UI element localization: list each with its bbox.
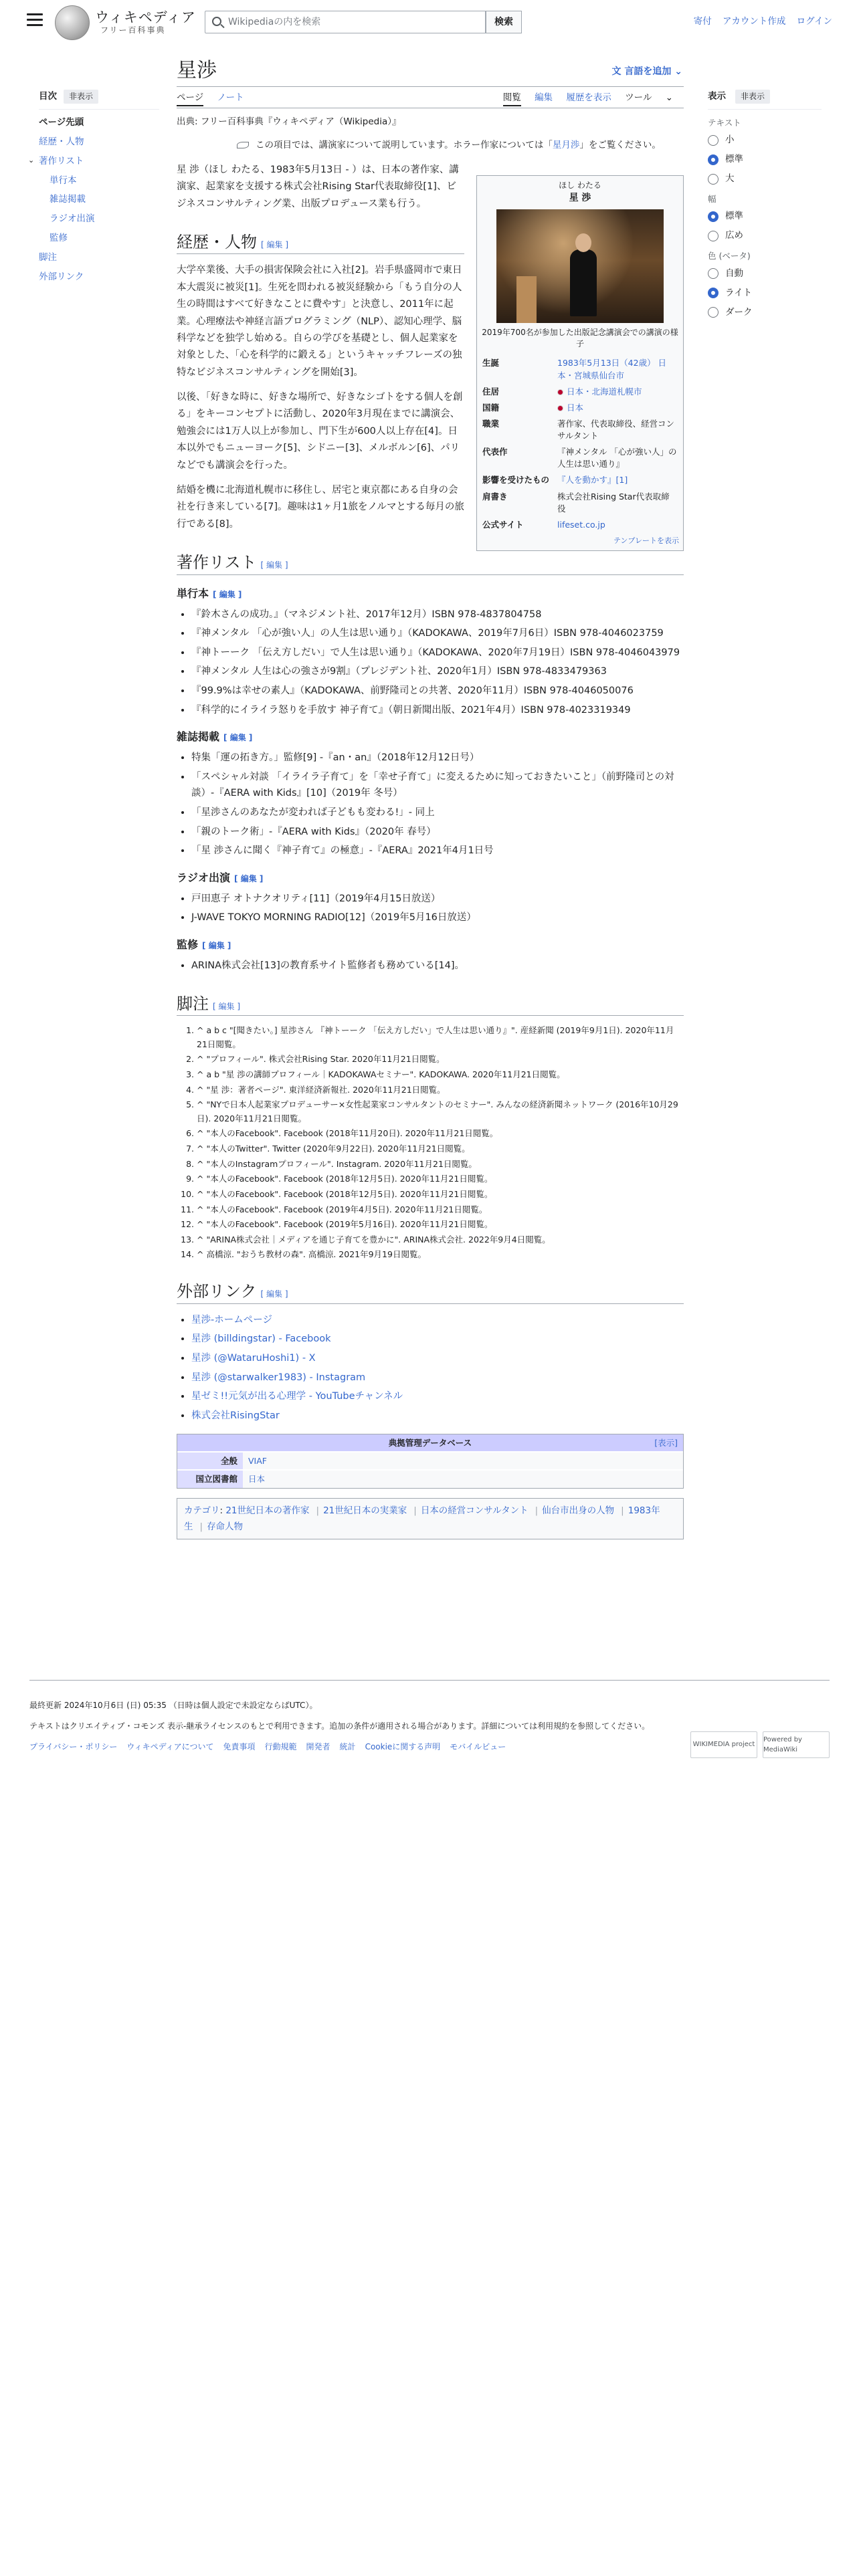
wikimedia-badge[interactable]: WIKIMEDIA project — [690, 1731, 757, 1758]
magazines-list — [191, 750, 684, 859]
site-subtitle: フリー百科事典 — [100, 25, 166, 35]
supervise-list — [191, 958, 684, 974]
toc-title: 目次 — [39, 91, 57, 102]
infobox-row — [481, 384, 679, 400]
category-link[interactable]: 日本の経営コンサルタント — [420, 1505, 529, 1516]
appearance-option-label: ライト — [725, 287, 753, 298]
career-paragraph-2: 以後、「好きな時に、好きな場所で、好きなシゴトをする個人を創る」をキーコンセプトに活動し、2020年3月現在までに講演会、勉強会には1万人以上が参加し、門下生が600人以上存在[4]。日本以外でもニューヨーク[5]、シドニー[3]、メルボルン[6]、パリなどでも講演会を行った。 — [177, 392, 463, 471]
authority-toggle[interactable]: [表示] — [654, 1437, 678, 1448]
radio-button[interactable] — [708, 231, 719, 241]
external-link[interactable]: 星渉 (billdingstar) - Facebook — [191, 1333, 331, 1345]
header-links — [686, 15, 832, 29]
site-name[interactable]: ウィキペディア — [95, 9, 197, 25]
template-link[interactable]: テンプレートを表示 — [613, 536, 679, 545]
chevron-down-icon[interactable]: ⌄ — [28, 155, 35, 165]
footer-link[interactable]: プライバシー・ポリシー — [29, 1742, 118, 1752]
authority-key: 全般 — [177, 1453, 243, 1469]
infobox-ruby: ほし わたる — [559, 181, 601, 190]
magazine-item: • 「スペシャル対談 「イライラ子育て」を「幸せ子育て」に変えるために知っておきたいこと」（前野隆司との対談）-『AERA with Kids』[10]（2019年 冬号） — [191, 769, 684, 802]
magazine-item: • 特集「運の拓き方。」監修[9] -『an・an』（2018年12月12日号） — [191, 750, 684, 766]
section-notes: 脚注 [ 編集 ] — [177, 993, 684, 1016]
infobox-value — [556, 517, 679, 533]
toc-item-label[interactable]: 単行本 — [50, 175, 77, 186]
infobox-row — [481, 444, 679, 472]
category-link[interactable]: 1983年生 — [184, 1505, 660, 1532]
career-paragraph-3: 結婚を機に北海道札幌市に移住し、居宅と東京都にある自身の会社を行き来している[7]。趣味は1ヶ月1旅をノルマとする毎月の旅行である[8]。 — [177, 484, 464, 530]
magazine-item: • 「星 渉さんに聞く『神子育て』の極意」-『AERA』2021年4月1日号 — [191, 843, 684, 859]
search-input[interactable] — [205, 11, 486, 33]
page-tabs — [177, 91, 684, 108]
toc-item-label[interactable]: 雑誌掲載 — [50, 194, 86, 205]
reference-item: 12. ^ "本人のFacebook". Facebook (2019年5月16日). 2020年11月21日閲覧。 — [197, 1218, 684, 1232]
external-link[interactable]: 星渉 (@WataruHoshi1) - X — [191, 1352, 316, 1364]
toc-hide-button[interactable]: 非表示 — [64, 90, 98, 104]
category-separator: | — [535, 1505, 539, 1516]
appearance-option[interactable] — [708, 286, 822, 300]
reference-item: 7. ^ "本人のTwitter". Twitter (2020年9月22日). 2020年11月21日閲覧。 — [197, 1142, 684, 1156]
career-paragraph-1: 大学卒業後、大手の損害保険会社に入社[2]。岩手県盛岡市で東日本大震災に被災[1]。生死を問われる被災経験から「もう自分の人生の時間はすべて好きなことに費やす」と決意し、2011年に起業。心理療法や神経言語プログラミング（NLP）、認知心理学、脳科学などを独学し始める。自らの学びを基礎とし、個人起業家を対象とした、「心を科学的に鍛える」というキャッチフレーズの独特なビジネスコンサルティングを開始[3]。 — [177, 265, 462, 378]
hatnote-link[interactable]: 星月渉 — [552, 139, 580, 150]
create-account-link[interactable]: アカウント作成 — [723, 16, 786, 27]
reference-item: 5. ^ "NYで日本人起業家プロデューサー×女性起業家コンサルタントのセミナー". みんなの経済新聞ネットワーク (2016年10月29日). 2020年11月21日閲覧。 — [197, 1098, 684, 1125]
appearance-group-label: テキスト — [708, 117, 741, 128]
appearance-option[interactable] — [708, 133, 822, 147]
toc-item[interactable] — [39, 193, 159, 206]
category-link[interactable]: 存命人物 — [207, 1521, 244, 1532]
toc-item[interactable] — [39, 232, 159, 245]
infobox-value-text: 株式会社Rising Star代表取締役 — [557, 491, 670, 514]
reference-item: 13. ^ "ARINA株式会社｜メディアを通じ子育てを豊かに". ARINA株式会社. 2022年9月4日閲覧。 — [197, 1233, 684, 1247]
tab-tools[interactable]: ツール ⌄ — [625, 92, 673, 103]
appearance-option-label: 自動 — [725, 267, 743, 279]
toc-item-label[interactable]: 経歴・人物 — [39, 136, 84, 147]
radio-button[interactable] — [708, 268, 719, 279]
search-placeholder: Wikipediaの内を検索 — [228, 17, 321, 27]
appearance-option-label: 標準 — [725, 154, 743, 165]
infobox-value — [556, 472, 679, 488]
reference-item: 14. ^ 高橋涼. "おうち教材の森". 高橋涼. 2021年9月19日閲覧。 — [197, 1248, 684, 1262]
infobox-photo[interactable] — [496, 209, 664, 323]
toc-item[interactable] — [39, 213, 159, 225]
magazine-item: • 「親のトーク術」-『AERA with Kids』（2020年 春号） — [191, 824, 684, 841]
section-books: 単行本 [ 編集 ] — [177, 586, 242, 600]
appearance-option[interactable] — [708, 306, 822, 320]
table-of-contents — [28, 90, 159, 290]
toc-item[interactable] — [39, 251, 159, 264]
infobox-row — [481, 400, 679, 416]
section-career: 経歴・人物 [ 編集 ] — [177, 231, 464, 255]
book-item: • 『99.9%は幸せの素人』（KADOKAWA、前野隆司との共著、2020年11月）ISBN 978-4046050076 — [191, 683, 684, 700]
category-label[interactable]: カテゴリ — [184, 1505, 220, 1516]
infobox-name: 星 渉 — [569, 193, 591, 204]
external-link[interactable]: 星ゼミ!!元気が出る心理学 - YouTubeチャンネル — [191, 1391, 403, 1402]
tab-talk[interactable]: ノート — [217, 92, 244, 103]
appearance-option-label: 広め — [725, 230, 743, 241]
external-links-list — [191, 1312, 684, 1424]
add-language-button[interactable]: 文 言語を追加 ⌄ — [611, 66, 682, 77]
external-link[interactable]: 株式会社RisingStar — [191, 1410, 280, 1421]
external-link[interactable]: 星渉 (@starwalker1983) - Instagram — [191, 1372, 366, 1383]
authority-value[interactable] — [243, 1471, 683, 1487]
radio-button[interactable] — [708, 211, 719, 222]
tab-history[interactable]: 履歴を表示 — [566, 92, 611, 103]
disambiguation-icon — [237, 142, 249, 148]
footer-link[interactable]: モバイルビュー — [450, 1742, 506, 1752]
external-link-item[interactable] — [191, 1408, 684, 1424]
authority-row — [177, 1451, 683, 1469]
category-separator: | — [316, 1505, 320, 1516]
radio-item: • 戸田恵子 オトナクオリティ[11]（2019年4月15日放送） — [191, 891, 684, 907]
infobox — [476, 175, 684, 551]
toc-item[interactable] — [28, 155, 159, 168]
main-content — [177, 58, 684, 1539]
appearance-option[interactable] — [708, 209, 822, 223]
infobox-value-text[interactable]: 『人を動かす』[1] — [557, 475, 628, 486]
book-item: • 『神メンタル 人生は心の強さが9割』（プレジデント社、2020年1月）ISBN 978-4833479363 — [191, 663, 684, 680]
supervise-item: • ARINA株式会社[13]の教育系サイト監修者も務めている[14]。 — [191, 958, 684, 974]
infobox-key: 職業 — [482, 418, 500, 429]
reference-item: 2. ^ "プロフィール". 株式会社Rising Star. 2020年11月21日閲覧。 — [197, 1053, 684, 1067]
authority-key: 国立図書館 — [177, 1471, 243, 1487]
category-link[interactable]: 21世紀日本の著作家 — [225, 1505, 310, 1516]
infobox-value — [556, 444, 679, 472]
infobox-key: 公式サイト — [482, 519, 524, 530]
books-list — [191, 607, 684, 719]
infobox-row — [481, 355, 679, 383]
infobox-value — [556, 489, 679, 517]
infobox-value-text[interactable]: 日本・北海道札幌市 — [567, 386, 642, 397]
appearance-group-label: 色 (ベータ) — [708, 251, 751, 261]
footer-link[interactable]: Cookieに関する声明 — [365, 1742, 441, 1752]
infobox-value — [556, 400, 679, 416]
category-box: カテゴリ: 21世紀日本の著作家 | 21世紀日本の実業家 | 日本の経営コンサルタント | 仙台市出身の人物 | 1983年生 | 存命人物 — [177, 1498, 684, 1540]
donate-link[interactable]: 寄付 — [693, 16, 712, 27]
tab-page[interactable]: ページ — [177, 92, 203, 106]
footer-link[interactable]: 統計 — [339, 1742, 356, 1752]
radio-button[interactable] — [708, 174, 719, 185]
search-button[interactable]: 検索 — [486, 11, 522, 33]
tab-edit[interactable]: 編集 — [535, 92, 553, 103]
authority-link[interactable]: VIAF — [248, 1455, 267, 1466]
section-supervise: 監修 [ 編集 ] — [177, 938, 231, 952]
external-link-item[interactable] — [191, 1388, 684, 1405]
search-icon — [212, 17, 221, 26]
toc-item-label[interactable]: 脚注 — [39, 252, 57, 263]
category-separator: | — [199, 1521, 203, 1532]
toc-item-label[interactable]: ラジオ出演 — [50, 213, 95, 225]
infobox-row — [481, 472, 679, 488]
section-external: 外部リンク [ 編集 ] — [177, 1281, 684, 1304]
flag-icon — [557, 389, 563, 395]
authority-link[interactable]: 日本 — [248, 1474, 266, 1485]
toc-item[interactable] — [39, 136, 159, 148]
hatnote: この項目では、講演家について説明しています。ホラー作家については「星月渉」をご覧ください。 — [177, 138, 684, 152]
appearance-option[interactable] — [708, 152, 822, 167]
appearance-hide-button[interactable]: 非表示 — [735, 90, 770, 104]
category-separator: | — [621, 1505, 624, 1516]
toc-item[interactable] — [39, 271, 159, 284]
reference-item: 9. ^ "本人のFacebook". Facebook (2018年12月5日). 2020年11月21日閲覧。 — [197, 1172, 684, 1186]
infobox-table — [481, 355, 679, 533]
toc-item-label[interactable]: ページ先頭 — [39, 116, 84, 128]
magazine-item: • 「星渉さんのあなたが変われば子どもも変わる!」- 同上 — [191, 804, 684, 821]
infobox-key: 影響を受けたもの — [482, 475, 550, 486]
appearance-option-label: 標準 — [725, 211, 743, 222]
radio-button[interactable] — [708, 288, 719, 298]
infobox-value-text[interactable]: 著作家、代表取締役、経営コンサルタント — [557, 418, 675, 441]
book-item: • 『神トーーク 「伝え方しだい」で人生は思い通り』（KADOKAWA、2020年7月19日）ISBN 978-4046043979 — [191, 645, 684, 661]
appearance-option[interactable] — [708, 172, 822, 186]
book-item: • 『神メンタル 「心が強い人」の人生は思い通り』（KADOKAWA、2019年7月6日）ISBN 978-4046023759 — [191, 625, 684, 642]
toc-item[interactable] — [39, 116, 159, 129]
footer-link[interactable]: 開発者 — [306, 1742, 330, 1752]
photo-caption: 2019年700名が参加した出版記念講演会での講演の様子 — [482, 327, 678, 349]
external-link-item[interactable] — [191, 1350, 684, 1367]
flag-icon — [557, 405, 563, 411]
infobox-key: 生誕 — [482, 358, 500, 368]
reference-item: 3. ^ a b "星 渉の講師プロフィール｜KADOKAWAセミナー". KADOKAWA. 2020年11月21日閲覧。 — [197, 1068, 684, 1082]
authority-control — [177, 1434, 684, 1489]
infobox-row — [481, 489, 679, 517]
appearance-title: 表示 — [708, 91, 726, 102]
radio-button[interactable] — [708, 154, 719, 165]
external-link-item[interactable] — [191, 1312, 684, 1329]
infobox-row — [481, 416, 679, 444]
lead-block — [177, 162, 464, 533]
infobox-value-text[interactable]: lifeset.co.jp — [557, 519, 605, 530]
external-link[interactable]: 星渉-ホームページ — [191, 1314, 272, 1325]
toc-item-label[interactable]: 著作リスト — [39, 155, 84, 167]
appearance-option-label: ダーク — [725, 306, 753, 318]
lead-paragraph: 星 渉（ほし わたる、1983年5月13日 - ）は、日本の著作家、講演家、起業家を支援する株式会社Rising Star代表取締役[1]、ビジネスコンサルティング業、出版プロデュース業も行う。 — [177, 164, 459, 209]
appearance-option-label: 小 — [725, 134, 735, 146]
infobox-key: 代表作 — [482, 447, 508, 457]
toc-item-label[interactable]: 外部リンク — [39, 272, 84, 283]
infobox-key: 肩書き — [482, 491, 508, 502]
last-updated: 最終更新 2024年10月6日 (日) 05:35 （日時は個人設定で未設定ならばUTC）。 — [29, 1701, 318, 1710]
toc-item-label[interactable]: 監修 — [50, 233, 68, 244]
infobox-value — [556, 384, 679, 400]
category-separator: | — [413, 1505, 417, 1516]
infobox-value — [556, 355, 679, 383]
login-link[interactable]: ログイン — [796, 16, 832, 27]
external-link-item[interactable] — [191, 1370, 684, 1386]
authority-value[interactable] — [243, 1453, 683, 1469]
toc-item[interactable] — [39, 175, 159, 187]
mediawiki-badge[interactable]: Powered by MediaWiki — [763, 1731, 830, 1758]
appearance-option[interactable] — [708, 267, 822, 281]
references-list — [197, 1024, 684, 1262]
footer-link[interactable]: 免責事項 — [223, 1742, 256, 1752]
category-link[interactable]: 21世紀日本の実業家 — [323, 1505, 407, 1516]
tab-read[interactable]: 閲覧 — [503, 92, 521, 106]
category-link[interactable]: 仙台市出身の人物 — [542, 1505, 615, 1516]
reference-item: 10. ^ "本人のFacebook". Facebook (2018年12月5日). 2020年11月21日閲覧。 — [197, 1188, 684, 1202]
reference-item: 8. ^ "本人のInstagramプロフィール". Instagram. 2020年11月21日閲覧。 — [197, 1158, 684, 1172]
appearance-option[interactable] — [708, 229, 822, 243]
section-magazines: 雑誌掲載 [ 編集 ] — [177, 730, 253, 744]
radio-button[interactable] — [708, 135, 719, 146]
footer-link[interactable]: 行動規範 — [264, 1742, 297, 1752]
reference-item: 4. ^ "星 渉：著者ページ". 東洋経済新報社. 2020年11月21日閲覧。 — [197, 1083, 684, 1097]
radio-list — [191, 891, 684, 926]
page-footer — [29, 1680, 830, 1762]
appearance-panel — [708, 90, 822, 324]
authority-row — [177, 1469, 683, 1487]
book-item: • 『科学的にイライラ怒りを手放す 神子育て』（朝日新聞出版、2021年4月）ISBN 978-4023319349 — [191, 702, 684, 719]
site-header — [0, 0, 859, 45]
authority-title: 典拠管理データベース — [388, 1437, 472, 1448]
reference-item: 6. ^ "本人のFacebook". Facebook (2018年11月20日). 2020年11月21日閲覧。 — [197, 1127, 684, 1141]
appearance-option-label: 大 — [725, 173, 735, 185]
section-radio: ラジオ出演 [ 編集 ] — [177, 871, 264, 884]
infobox-value-text: 『神メンタル 「心が強い人」の人生は思い通り』 — [557, 447, 677, 469]
from-line: 出典: フリー百科事典『ウィキペディア（Wikipedia）』 — [177, 116, 401, 127]
radio-button[interactable] — [708, 307, 719, 318]
wikipedia-logo[interactable] — [55, 5, 90, 40]
infobox-row — [481, 517, 679, 533]
book-item: • 『鈴木さんの成功。』（マネジメント社、2017年12月）ISBN 978-4837804758 — [191, 607, 684, 623]
footer-link[interactable]: ウィキペディアについて — [126, 1742, 214, 1752]
infobox-value — [556, 416, 679, 444]
infobox-key: 国籍 — [482, 402, 500, 413]
reference-item: 11. ^ "本人のFacebook". Facebook (2019年4月5日). 2020年11月21日閲覧。 — [197, 1203, 684, 1217]
infobox-value-text[interactable]: 1983年5月13日（42歳） 日本・宮城県仙台市 — [557, 358, 667, 381]
infobox-key: 住居 — [482, 386, 500, 397]
menu-icon[interactable] — [27, 13, 43, 27]
appearance-group-label: 幅 — [708, 194, 717, 205]
license-text: テキストはクリエイティブ・コモンズ 表示-継承ライセンスのもとで利用できます。追加の条件が適用される場合があります。詳細については利用規約を参照してください。 — [29, 1721, 650, 1731]
radio-item: • J-WAVE TOKYO MORNING RADIO[12]（2019年5月16日放送） — [191, 909, 684, 926]
external-link-item[interactable] — [191, 1331, 684, 1348]
reference-item: 1. ^ a b c "[聞きたい。] 星渉さん 『神トーーク 「伝え方しだい」で人生は思い通り』". 産経新聞 (2019年9月1日). 2020年11月21日閲覧。 — [197, 1024, 684, 1051]
section-works: 著作リスト [ 編集 ] — [177, 552, 684, 575]
infobox-value-text[interactable]: 日本 — [567, 402, 584, 413]
page-title: 星渉 文 言語を追加 ⌄ — [177, 58, 684, 87]
